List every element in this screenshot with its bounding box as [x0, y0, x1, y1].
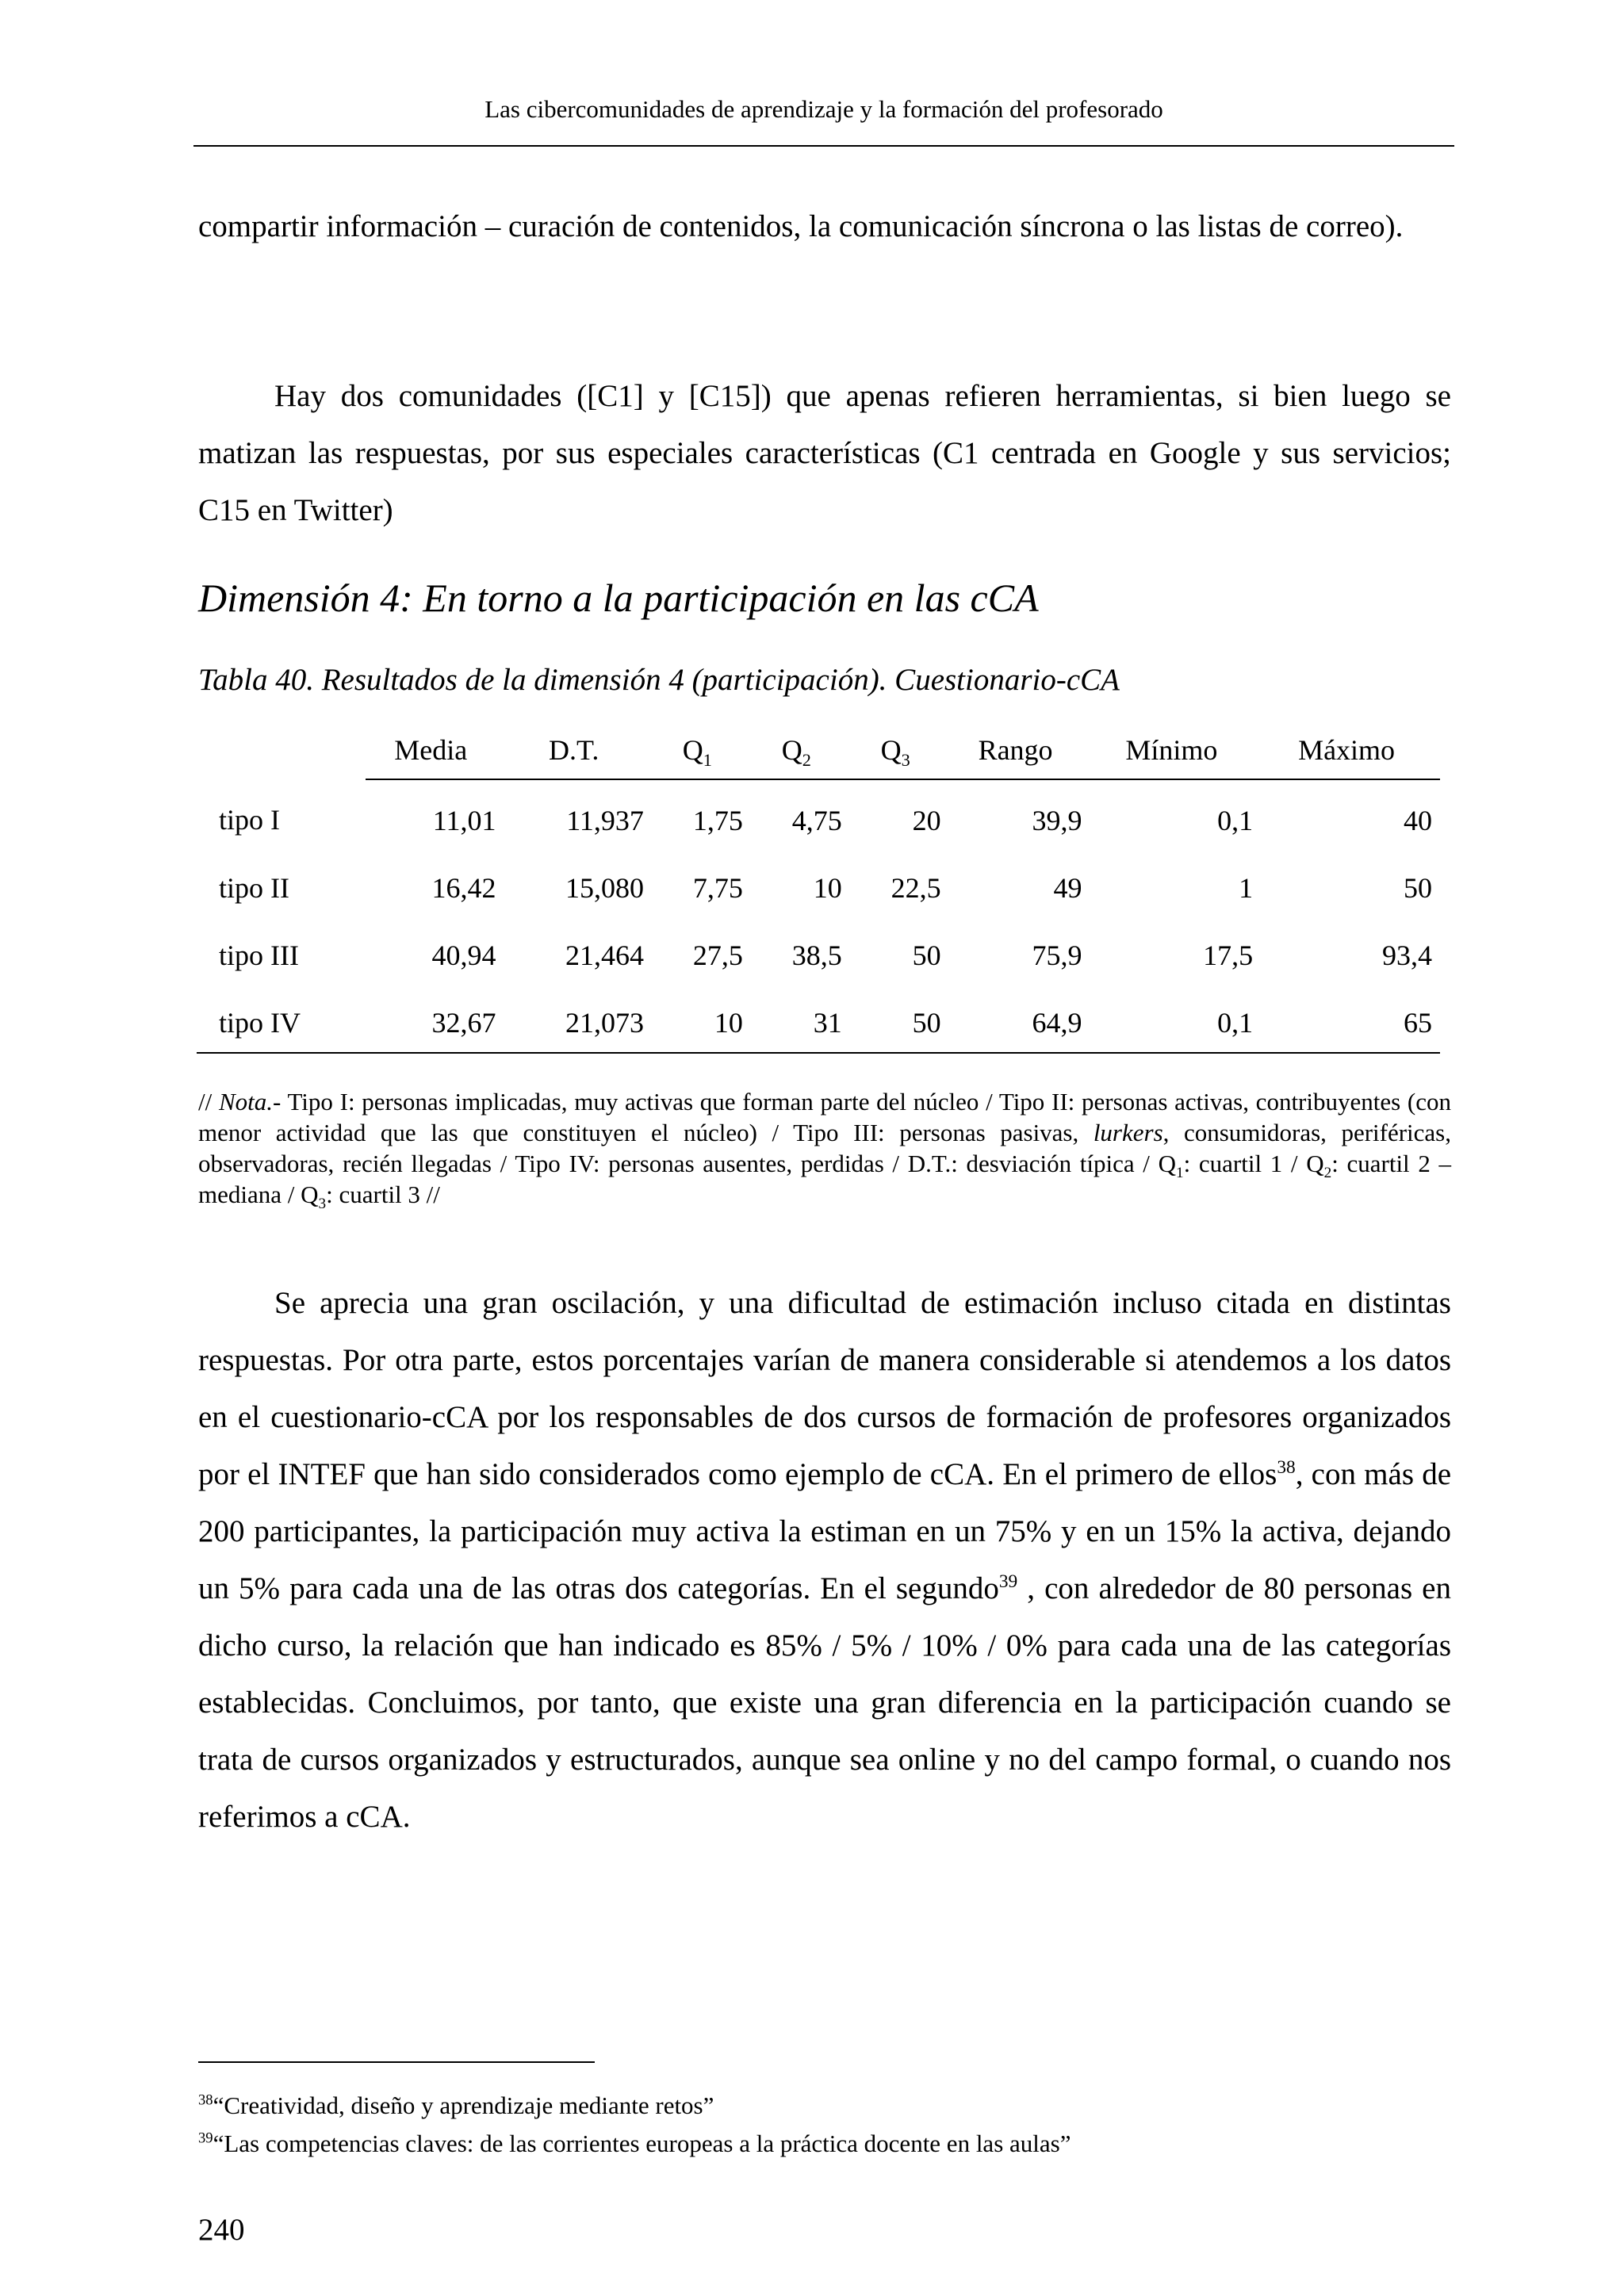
cell-q3: 22,5	[891, 871, 941, 904]
col-header-q1	[652, 721, 751, 779]
table-row-tipo-iii	[197, 921, 1440, 989]
cell-rango: 64,9	[1032, 1006, 1082, 1039]
table-bottom-rule	[197, 1052, 1440, 1054]
cell-minimo: 1	[1239, 871, 1254, 904]
note-subscript: 3	[318, 1196, 327, 1213]
cell-dt: 15,080	[565, 871, 644, 904]
col-header-q3	[850, 721, 949, 779]
cell-q3: 50	[912, 1006, 941, 1039]
col-header-dt: D.T.	[504, 721, 651, 779]
table-row-tipo-i	[197, 779, 1440, 854]
table-row-tipo-iv	[197, 989, 1440, 1056]
footnote-number: 39	[198, 2130, 213, 2147]
cell-dt: 21,073	[565, 1006, 644, 1039]
table-caption: Tabla 40. Resultados de la dimensión 4 (participación). Cuestionario-cCA	[198, 663, 1120, 697]
footnote-rule	[198, 2061, 595, 2063]
row-label: tipo IV	[219, 1006, 301, 1039]
paragraph-1: compartir información – curación de contenidos, la comunicación síncrona o las listas de correo).	[198, 209, 1404, 243]
row-label: tipo II	[219, 871, 289, 904]
footnote-38	[198, 2090, 1451, 2122]
q-letter: Q	[781, 734, 802, 766]
col-header-maximo: Máximo	[1261, 721, 1440, 779]
col-header-media: Media	[366, 721, 504, 779]
cell-q2: 4,75	[791, 804, 842, 836]
cell-minimo: 0,1	[1217, 804, 1254, 836]
q-subscript: 1	[703, 750, 712, 771]
q-subscript: 2	[802, 750, 811, 771]
col-header-minimo: Mínimo	[1090, 721, 1262, 779]
cell-rango: 49	[1053, 871, 1082, 904]
cell-q2: 38,5	[791, 939, 842, 971]
note-prefix: //	[198, 1088, 219, 1115]
cell-q3: 50	[912, 939, 941, 971]
q-letter: Q	[880, 734, 902, 766]
note-subscript: 1	[1175, 1165, 1184, 1182]
paragraph-3-part: , con más de 200 participantes, la participación muy activa la estiman en un 75% y en un 15% la activa, dejando un 5% para cada una de las otras dos categorías. En el segundo	[198, 1457, 1451, 1605]
header-rule	[193, 145, 1454, 147]
q-subscript: 3	[901, 750, 910, 771]
table-note	[198, 1086, 1452, 1213]
running-header: Las cibercomunidades de aprendizaje y la formación del profesorado	[485, 95, 1163, 123]
note-text: Tipo I: personas implicadas, muy activas que forman parte del núcleo / Tipo II: personas activas, contribuyentes (con menor actividad que las que constituyen el núcleo) / Tipo III: personas pasivas,	[198, 1088, 1451, 1146]
footnote-number: 38	[198, 2091, 213, 2109]
cell-maximo: 50	[1404, 871, 1432, 904]
cell-dt: 21,464	[565, 939, 644, 971]
cell-media: 40,94	[431, 939, 496, 971]
footnote-ref-38: 38	[1277, 1457, 1296, 1478]
cell-q1: 7,75	[692, 871, 743, 904]
cell-q1: 1,75	[692, 804, 743, 836]
cell-maximo: 65	[1404, 1006, 1432, 1039]
cell-media: 32,67	[431, 1006, 496, 1039]
note-text: : cuartil 2 – mediana / Q	[198, 1150, 1452, 1208]
cell-media: 16,42	[431, 871, 496, 904]
table-row-tipo-ii	[197, 854, 1440, 921]
results-table	[197, 721, 1440, 1056]
table-header-row	[197, 721, 1440, 779]
paragraph-3-part: Se aprecia una gran oscilación, y una dificultad de estimación incluso citada en distintas respuestas. Por otra parte, estos porcentajes varían de manera considerable si atendemos a los datos en el cuestionario-cCA por los responsables de dos cursos de formación de profesores organizados por el INTEF que han sido considerados como ejemplo de cCA. En el primero de ellos	[198, 1286, 1451, 1491]
cell-maximo: 40	[1404, 804, 1432, 836]
paragraph-3-part: , con alrededor de 80 personas en dicho curso, la relación que han indicado es 85% / 5% / 10% / 0% para cada una de las categorías establecidas. Concluimos, por tanto, que existe una gran diferencia en la participación cuando se trata de cursos organizados y estructurados, aunque sea online y no del campo formal, o cuando nos referimos a cCA.	[198, 1571, 1451, 1834]
cell-media: 11,01	[432, 804, 496, 836]
cell-q1: 10	[714, 1006, 743, 1039]
footnote-text: “Las competencias claves: de las corrientes europeas a la práctica docente en las aulas”	[213, 2130, 1071, 2157]
row-label: tipo I	[219, 804, 280, 836]
col-header-rango: Rango	[949, 721, 1090, 779]
note-subscript: 2	[1323, 1165, 1332, 1182]
cell-minimo: 17,5	[1203, 939, 1254, 971]
page-number: 240	[198, 2213, 245, 2247]
footnote-ref-39: 39	[998, 1571, 1018, 1592]
row-label: tipo III	[219, 939, 299, 971]
cell-minimo: 0,1	[1217, 1006, 1254, 1039]
cell-q2: 10	[813, 871, 842, 904]
note-text: : cuartil 3 //	[326, 1181, 440, 1208]
cell-q2: 31	[813, 1006, 842, 1039]
footnote-text: “Creatividad, diseño y aprendizaje mediante retos”	[213, 2091, 714, 2119]
cell-dt: 11,937	[566, 804, 644, 836]
q-letter: Q	[682, 734, 703, 766]
cell-q1: 27,5	[692, 939, 743, 971]
paragraph-3	[198, 1275, 1451, 1846]
cell-q3: 20	[912, 804, 941, 836]
paragraph-2: Hay dos comunidades ([C1] y [C15]) que apenas refieren herramientas, si bien luego se matizan las respuestas, por sus especiales características (C1 centrada en Google y sus servicios; C15 en Twitter)	[198, 379, 1451, 527]
note-lurkers: lurkers	[1093, 1119, 1163, 1146]
col-header-q2	[751, 721, 850, 779]
section-heading: Dimensión 4: En torno a la participación en las cCA	[198, 576, 1039, 620]
cell-rango: 75,9	[1032, 939, 1082, 971]
cell-maximo: 93,4	[1382, 939, 1432, 971]
footnote-39	[198, 2128, 1451, 2160]
cell-rango: 39,9	[1032, 804, 1082, 836]
header-empty-cell	[197, 721, 366, 779]
note-label: Nota.-	[218, 1088, 282, 1115]
note-text: , consumidoras, periféricas, observadoras, recién llegadas / Tipo IV: personas ausentes, perdidas / D.T.: desviación típica / Q	[198, 1119, 1451, 1177]
note-text: : cuartil 1 / Q	[1183, 1150, 1324, 1177]
